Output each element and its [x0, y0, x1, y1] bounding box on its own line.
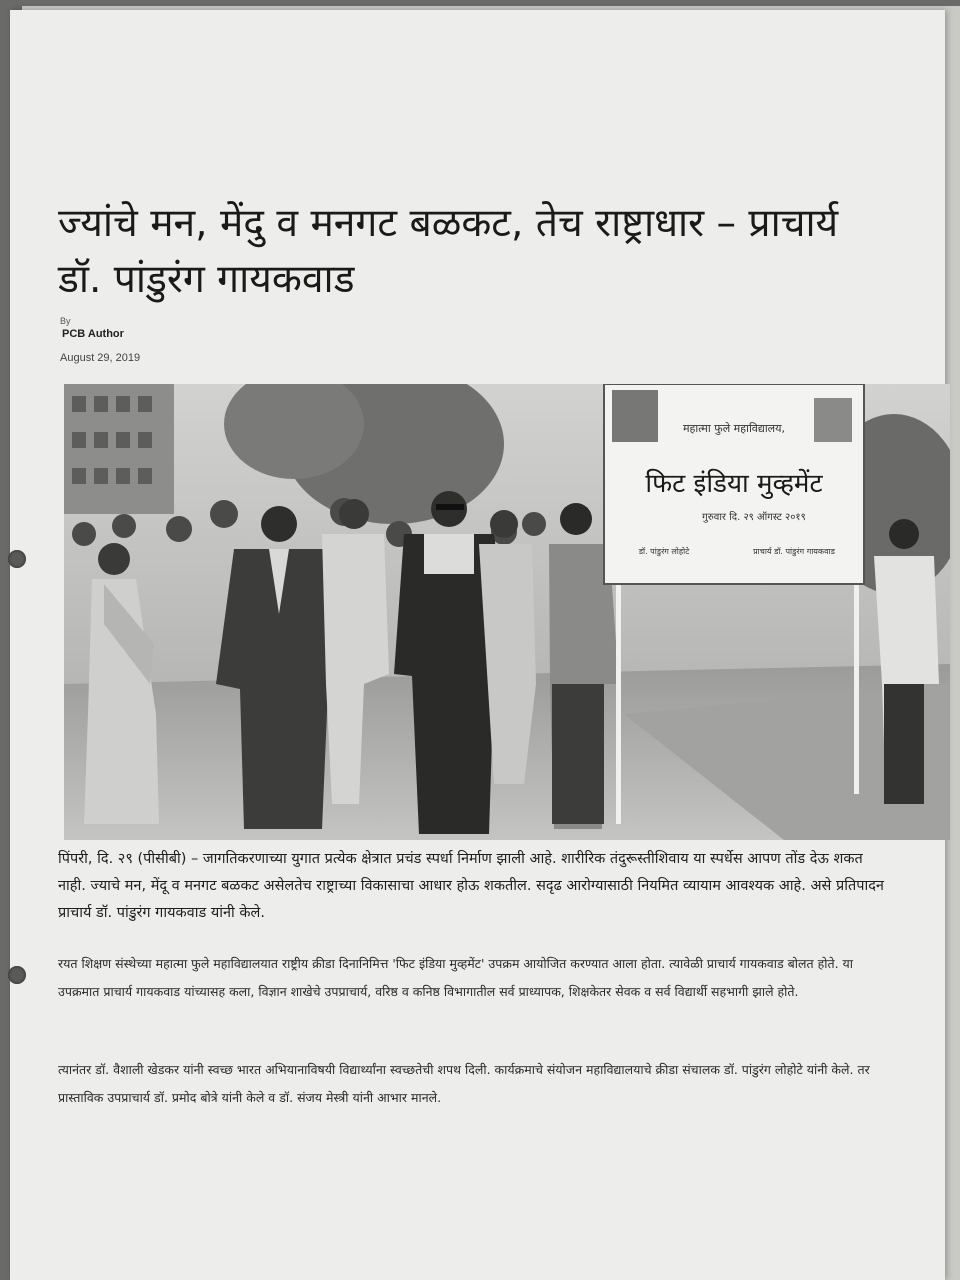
banner-college-name: महात्मा फुले महाविद्यालय, [682, 422, 786, 435]
author-name: PCB Author [62, 328, 124, 340]
article-title: ज्यांचे मन, मेंदु व मनगट बळकट, तेच राष्ट्राधार – प्राचार्य डॉ. पांडुरंग गायकवाड [58, 201, 839, 302]
article-photo [64, 384, 950, 840]
article-paragraph: पिंपरी, दि. २९ (पीसीबी) – जागतिकरणाच्या युगात प्रत्येक क्षेत्रात प्रचंड स्पर्धा निर्माण झाली आहे. शारीरिक तंदुरूस्तीशिवाय या स्पर्धेस आपण तोंड देऊ शकत नाही. ज्याचे मन, मेंदू व मनगट बळकट असेलतेच राष्ट्राच्या विकासाचा आधार होऊ शकतील. सदृढ आरोग्यासाठी नियमित व्यायाम आवश्यक आहे. असे प्रतिपादन प्राचार्य डॉ. पांडुरंग गायकवाड यांनी केले. [58, 851, 884, 921]
punch-hole [8, 966, 26, 984]
punch-hole [8, 550, 26, 568]
rally-photo-illustration [64, 384, 950, 840]
banner-right-name: प्राचार्य डॉ. पांडुरंग गायकवाड [753, 547, 835, 556]
byline-label: By [60, 316, 71, 326]
banner-left-name: डॉ. पांडुरंग लोहोटे [638, 547, 690, 556]
article-paragraph: त्यानंतर डॉ. वैशाली खेडकर यांनी स्वच्छ भारत अभियानाविषयी विद्यार्थ्यांना स्वच्छतेची शपथ दिली. कार्यक्रमाचे संयोजन महाविद्यालयाचे क्रीडा संचालक डॉ. पांडुरंग लोहोटे यांनी केले. तर प्रास्ताविक उपप्राचार्य डॉ. प्रमोद बोत्रे यांनी केले व डॉ. संजय मेस्त्री यांनी आभार मानले. [58, 1062, 870, 1105]
publish-date: August 29, 2019 [60, 352, 141, 364]
banner-title: फिट इंडिया मुव्हमेंट [645, 469, 823, 499]
banner-date: गुरुवार दि. २९ ऑगस्ट २०१९ [702, 512, 806, 523]
article-paragraph: रयत शिक्षण संस्थेच्या महात्मा फुले महाविद्यालयात राष्ट्रीय क्रीडा दिनानिमित्त 'फिट इंडिया मुव्हमेंट' उपक्रम आयोजित करण्यात आला होता. त्यावेळी प्राचार्य गायकवाड बोलत होते. या उपक्रमात प्राचार्य गायकवाड यांच्यासह कला, विज्ञान शाखेचे उपप्राचार्य, वरिष्ठ व कनिष्ठ विभागातील सर्व प्राध्यापक, शिक्षकेतर सेवक व सर्व विद्यार्थी सहभागी झाले होते. [58, 956, 854, 999]
